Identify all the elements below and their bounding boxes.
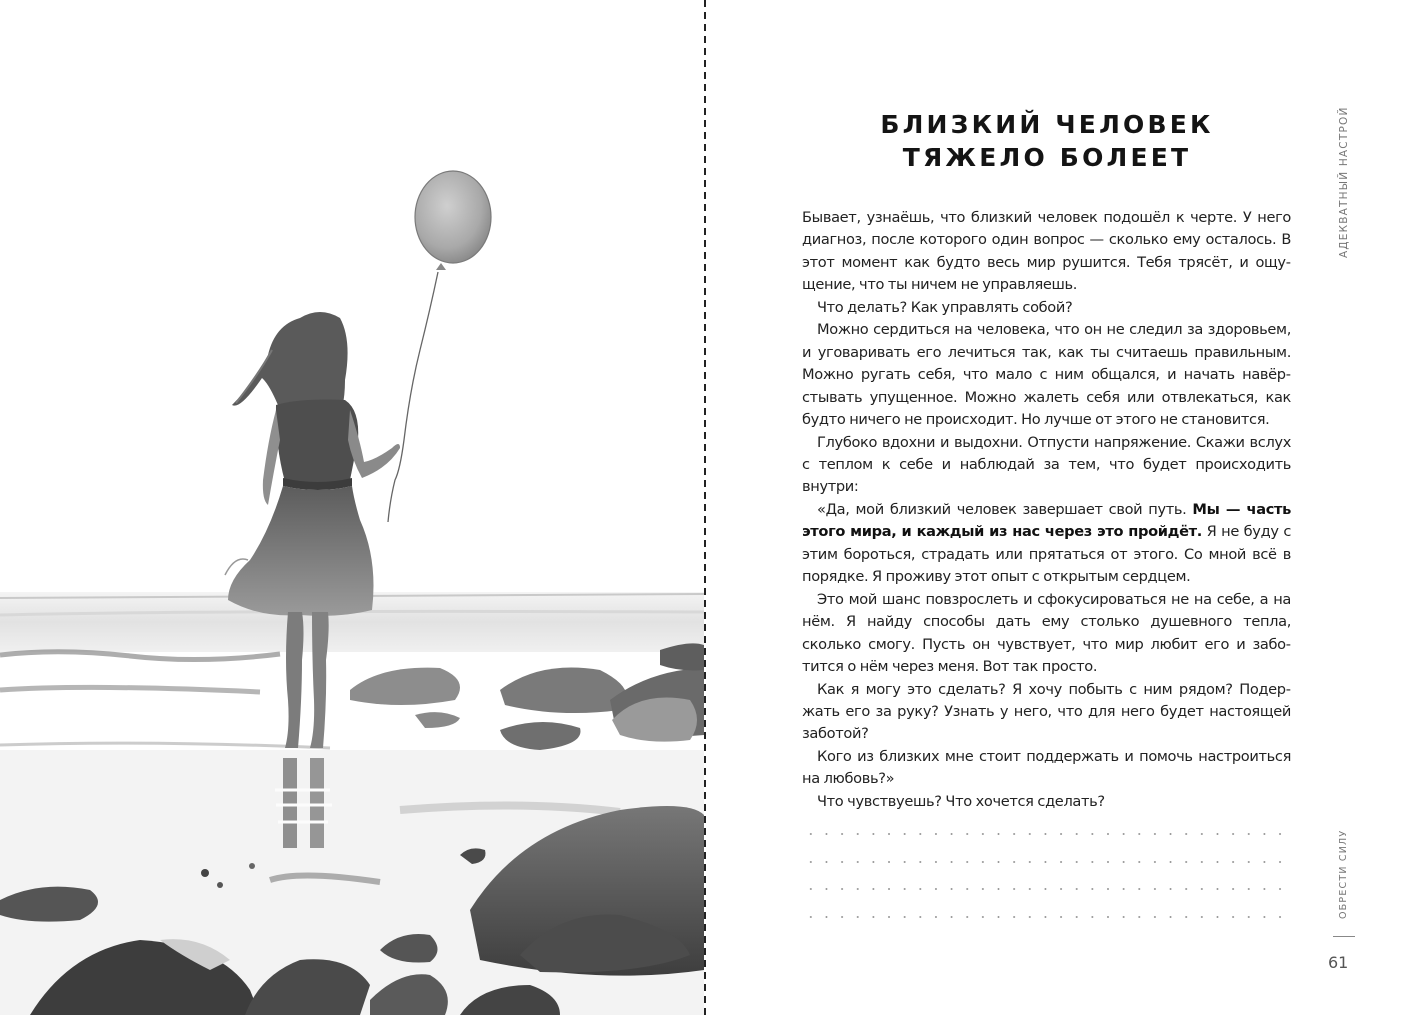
right-page	[706, 0, 1410, 1015]
affirmation-text: «Да, мой близкий человек завершает свой путь.	[817, 500, 1193, 518]
note-line[interactable]	[803, 911, 1291, 939]
page-title	[802, 108, 1292, 174]
left-page	[0, 0, 704, 1015]
paragraph-4: Глубоко вдохни и выдохни. Отпусти напряжение. Скажи вслух с теплом к себе и наблюдай за тем, что будет происходить внутри:	[802, 433, 1291, 496]
paragraph-1: Бывает, узнаёшь, что близкий человек подошёл к черте. У него диагноз, после которого один вопрос — сколько ему осталось. В этот момент как будто весь мир рушится. Тебя трясёт, и ощущение, что ты ничем не управляешь.	[802, 209, 1291, 294]
affirmation-bold-text: Мы — часть этого мира, и каждый из нас через это пройдёт.	[802, 500, 1291, 541]
page-number: 61	[1328, 953, 1349, 972]
paragraph-3: Можно сердиться на человека, что он не следил за здоровьем, и уговаривать его лечиться так, как ты считаешь правильным. Можно ругать себя, что мало с ним общался, и начать навёрстывать упущенное. Можно жалеть себя или отвлекаться, как будто ничего не происходит. Но лучше от этого не становится.	[802, 321, 1291, 429]
note-line[interactable]	[803, 856, 1291, 884]
body-text	[802, 207, 1291, 813]
paragraph-9-question: Что чувствуешь? Что хочется сделать?	[817, 792, 1105, 810]
paragraph-7: Как я могу это сделать? Я хочу побыть с ним рядом? Подержать его за руку? Узнать у него, что для него будет настоящей заботой?	[802, 680, 1291, 743]
title-line-2: ТЯЖЕЛО БОЛЕЕТ	[902, 143, 1192, 172]
paragraph-5-affirmation	[802, 499, 1291, 589]
notes-dotted-lines[interactable]	[803, 828, 1291, 938]
paragraph-8: Кого из близких мне стоит поддержать и помочь настроиться на любовь?»	[802, 747, 1291, 788]
note-line[interactable]	[803, 883, 1291, 911]
illustration-girl-with-balloon	[0, 0, 704, 1015]
title-line-1: БЛИЗКИЙ ЧЕЛОВЕК	[880, 110, 1214, 139]
part-side-label: ОБРЕСТИ СИЛУ	[1338, 829, 1349, 919]
paragraph-2: Что делать? Как управлять собой?	[817, 298, 1073, 316]
note-line[interactable]	[803, 828, 1291, 856]
paragraph-6: Это мой шанс повзрослеть и сфокусироваться не на себе, а на нём. Я найду способы дать ему столько душевного тепла, сколько смогу. Пусть он чувствует, что мир любит его и заботится о нём через меня. Вот так просто.	[802, 590, 1291, 676]
affirmation-text-continued: Я не буду с этим бороться, страдать или прятаться от этого. Со мной всё в порядке. Я проживу этот опыт с открытым сердцем.	[802, 523, 1291, 586]
section-side-label: АДЕКВАТНЫЙ НАСТРОЙ	[1338, 106, 1350, 258]
page-number-rule	[1333, 936, 1355, 937]
